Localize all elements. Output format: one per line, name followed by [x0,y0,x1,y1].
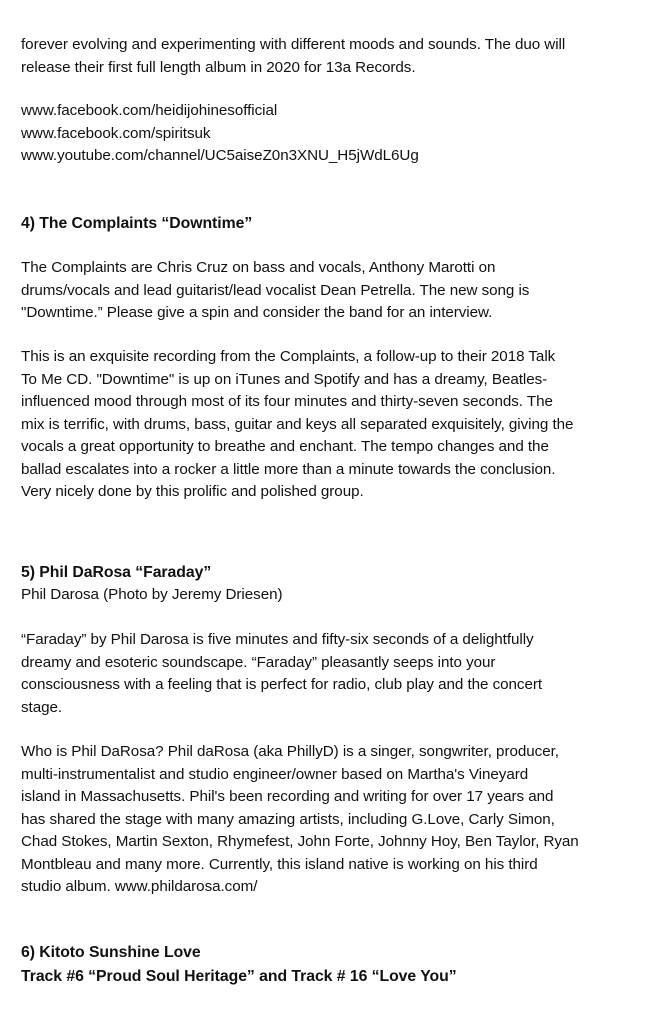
photo-caption: Phil Darosa (Photo by Jeremy Driesen) [21,586,283,603]
paragraph-line: Montbleau and many more. Currently, this island native is working on his third [21,855,538,873]
paragraph-line: dreamy and esoteric soundscape. “Faraday” pleasantly seeps into your [21,653,496,671]
section5-paragraph-1 [21,629,542,719]
section5-paragraph-2 [21,741,579,899]
intro-line: release their first full length album in 2020 for 13a Records. [21,58,416,76]
paragraph-line: stage. [21,698,63,716]
paragraph-line: influenced mood through most of its four minutes and thirty-seven seconds. The [21,393,553,410]
section4-paragraph-2 [21,346,573,504]
paragraph-line: This is an exquisite recording from the Complaints, a follow-up to their 2018 Talk [21,348,556,365]
intro-line: forever evolving and experimenting with different moods and sounds. The duo will [21,36,566,53]
section4-heading: 4) The Complaints “Downtime” [21,215,253,232]
section4-paragraph-1 [21,257,529,325]
youtube-link[interactable]: www.youtube.com/channel/UC5aiseZ0n3XNU_H5jWdL6Ug [21,147,419,164]
facebook-link-spirits[interactable]: www.facebook.com/spiritsuk [21,124,211,142]
paragraph-line: drums/vocals and lead guitarist/lead vocalist Dean Petrella. The new song is [21,281,530,299]
facebook-link-heidi[interactable]: www.facebook.com/heidijohinesofficial [21,102,278,119]
paragraph-line: island in Massachusetts. Phil's been recording and writing for over 17 years and [21,788,554,805]
phildarosa-link-line[interactable]: studio album. www.phildarosa.com/ [21,878,258,895]
intro-paragraph [21,34,565,79]
paragraph-line: ballad escalates into a rocker a little more than a minute towards the conclusion. [21,460,556,478]
paragraph-line: To Me CD. "Downtime" is up on iTunes and Spotify and has a dreamy, Beatles- [21,370,548,388]
section6-heading: 6) Kitoto Sunshine Love [21,944,201,961]
paragraph-line: Chad Stokes, Martin Sexton, Rhymefest, John Forte, Johnny Hoy, Ben Taylor, Ryan [21,833,579,850]
paragraph-line: has shared the stage with many amazing artists, including G.Love, Carly Simon, [21,810,555,828]
paragraph-line: vocals a great opportunity to breathe and enchant. The tempo changes and the [21,438,549,455]
paragraph-line: Who is Phil DaRosa? Phil daRosa (aka PhillyD) is a singer, songwriter, producer, [21,743,559,760]
section6-subheading: Track #6 “Proud Soul Heritage” and Track # 16 “Love You” [21,968,457,985]
paragraph-line: consciousness with a feeling that is perfect for radio, club play and the concert [21,676,543,693]
paragraph-line: “Faraday” by Phil Darosa is five minutes and fifty-six seconds of a delightfully [21,631,534,648]
paragraph-line: Very nicely done by this prolific and polished group. [21,483,364,500]
paragraph-line: "Downtime.” Please give a spin and consider the band for an interview. [21,304,493,321]
paragraph-line: The Complaints are Chris Cruz on bass and vocals, Anthony Marotti on [21,259,496,276]
paragraph-line: multi-instrumentalist and studio engineer/owner based on Martha's Vineyard [21,765,529,783]
paragraph-line: mix is terrific, with drums, bass, guitar and keys all separated exquisitely, giving the [21,415,574,433]
intro-links [21,100,419,168]
section5-heading: 5) Phil DaRosa “Faraday” [21,564,212,581]
